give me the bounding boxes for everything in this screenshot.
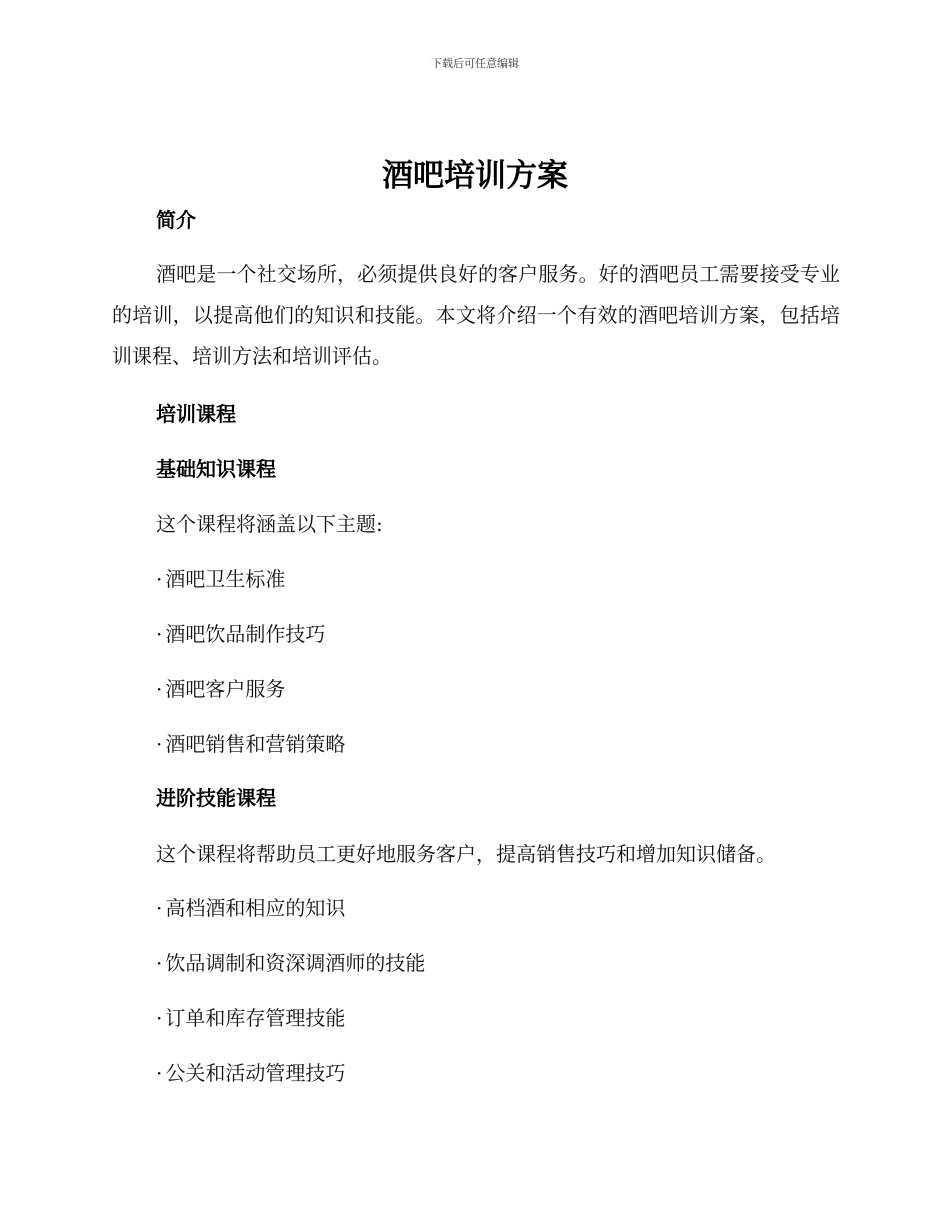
list-item <box>156 565 285 593</box>
list-item <box>156 620 325 648</box>
intro-heading: 简介 <box>156 208 196 232</box>
header-note: 下载后可任意编辑 <box>431 57 519 70</box>
list-item <box>156 1004 345 1032</box>
list-item-text: 酒吧销售和营销策略 <box>165 732 346 756</box>
list-item-text: 酒吧客户服务 <box>165 677 286 701</box>
basic-course-intro: 这个课程将涵盖以下主题: <box>156 512 383 536</box>
list-item-text: 高档酒和相应的知识 <box>165 896 346 920</box>
advanced-course-heading: 进阶技能课程 <box>156 786 276 810</box>
list-item-text: 酒吧饮品制作技巧 <box>165 622 326 646</box>
list-item <box>156 949 425 977</box>
bullet-symbol: · <box>156 1006 163 1030</box>
list-item <box>156 730 345 758</box>
document-title: 酒吧培训方案 <box>382 158 568 194</box>
list-item <box>156 894 345 922</box>
advanced-course-intro: 这个课程将帮助员工更好地服务客户，提高销售技巧和增加知识储备。 <box>156 842 776 866</box>
bullet-symbol: · <box>156 622 163 646</box>
courses-heading: 培训课程 <box>156 402 236 426</box>
bullet-symbol: · <box>156 896 163 920</box>
list-item-text: 酒吧卫生标准 <box>165 567 286 591</box>
list-item-text: 订单和库存管理技能 <box>165 1006 346 1030</box>
bullet-symbol: · <box>156 677 163 701</box>
bullet-symbol: · <box>156 567 163 591</box>
list-item <box>156 675 285 703</box>
basic-course-heading: 基础知识课程 <box>156 457 276 481</box>
list-item <box>156 1059 345 1087</box>
list-item-text: 饮品调制和资深调酒师的技能 <box>165 951 426 975</box>
bullet-symbol: · <box>156 1061 163 1085</box>
bullet-symbol: · <box>156 951 163 975</box>
bullet-symbol: · <box>156 732 163 756</box>
intro-paragraph: 酒吧是一个社交场所，必须提供良好的客户服务。好的酒吧员工需要接受专业的培训，以提高他们的知识和技能。本文将介绍一个有效的酒吧培训方案，包括培训课程、培训方法和培训评估。 <box>112 262 840 368</box>
list-item-text: 公关和活动管理技巧 <box>165 1061 346 1085</box>
